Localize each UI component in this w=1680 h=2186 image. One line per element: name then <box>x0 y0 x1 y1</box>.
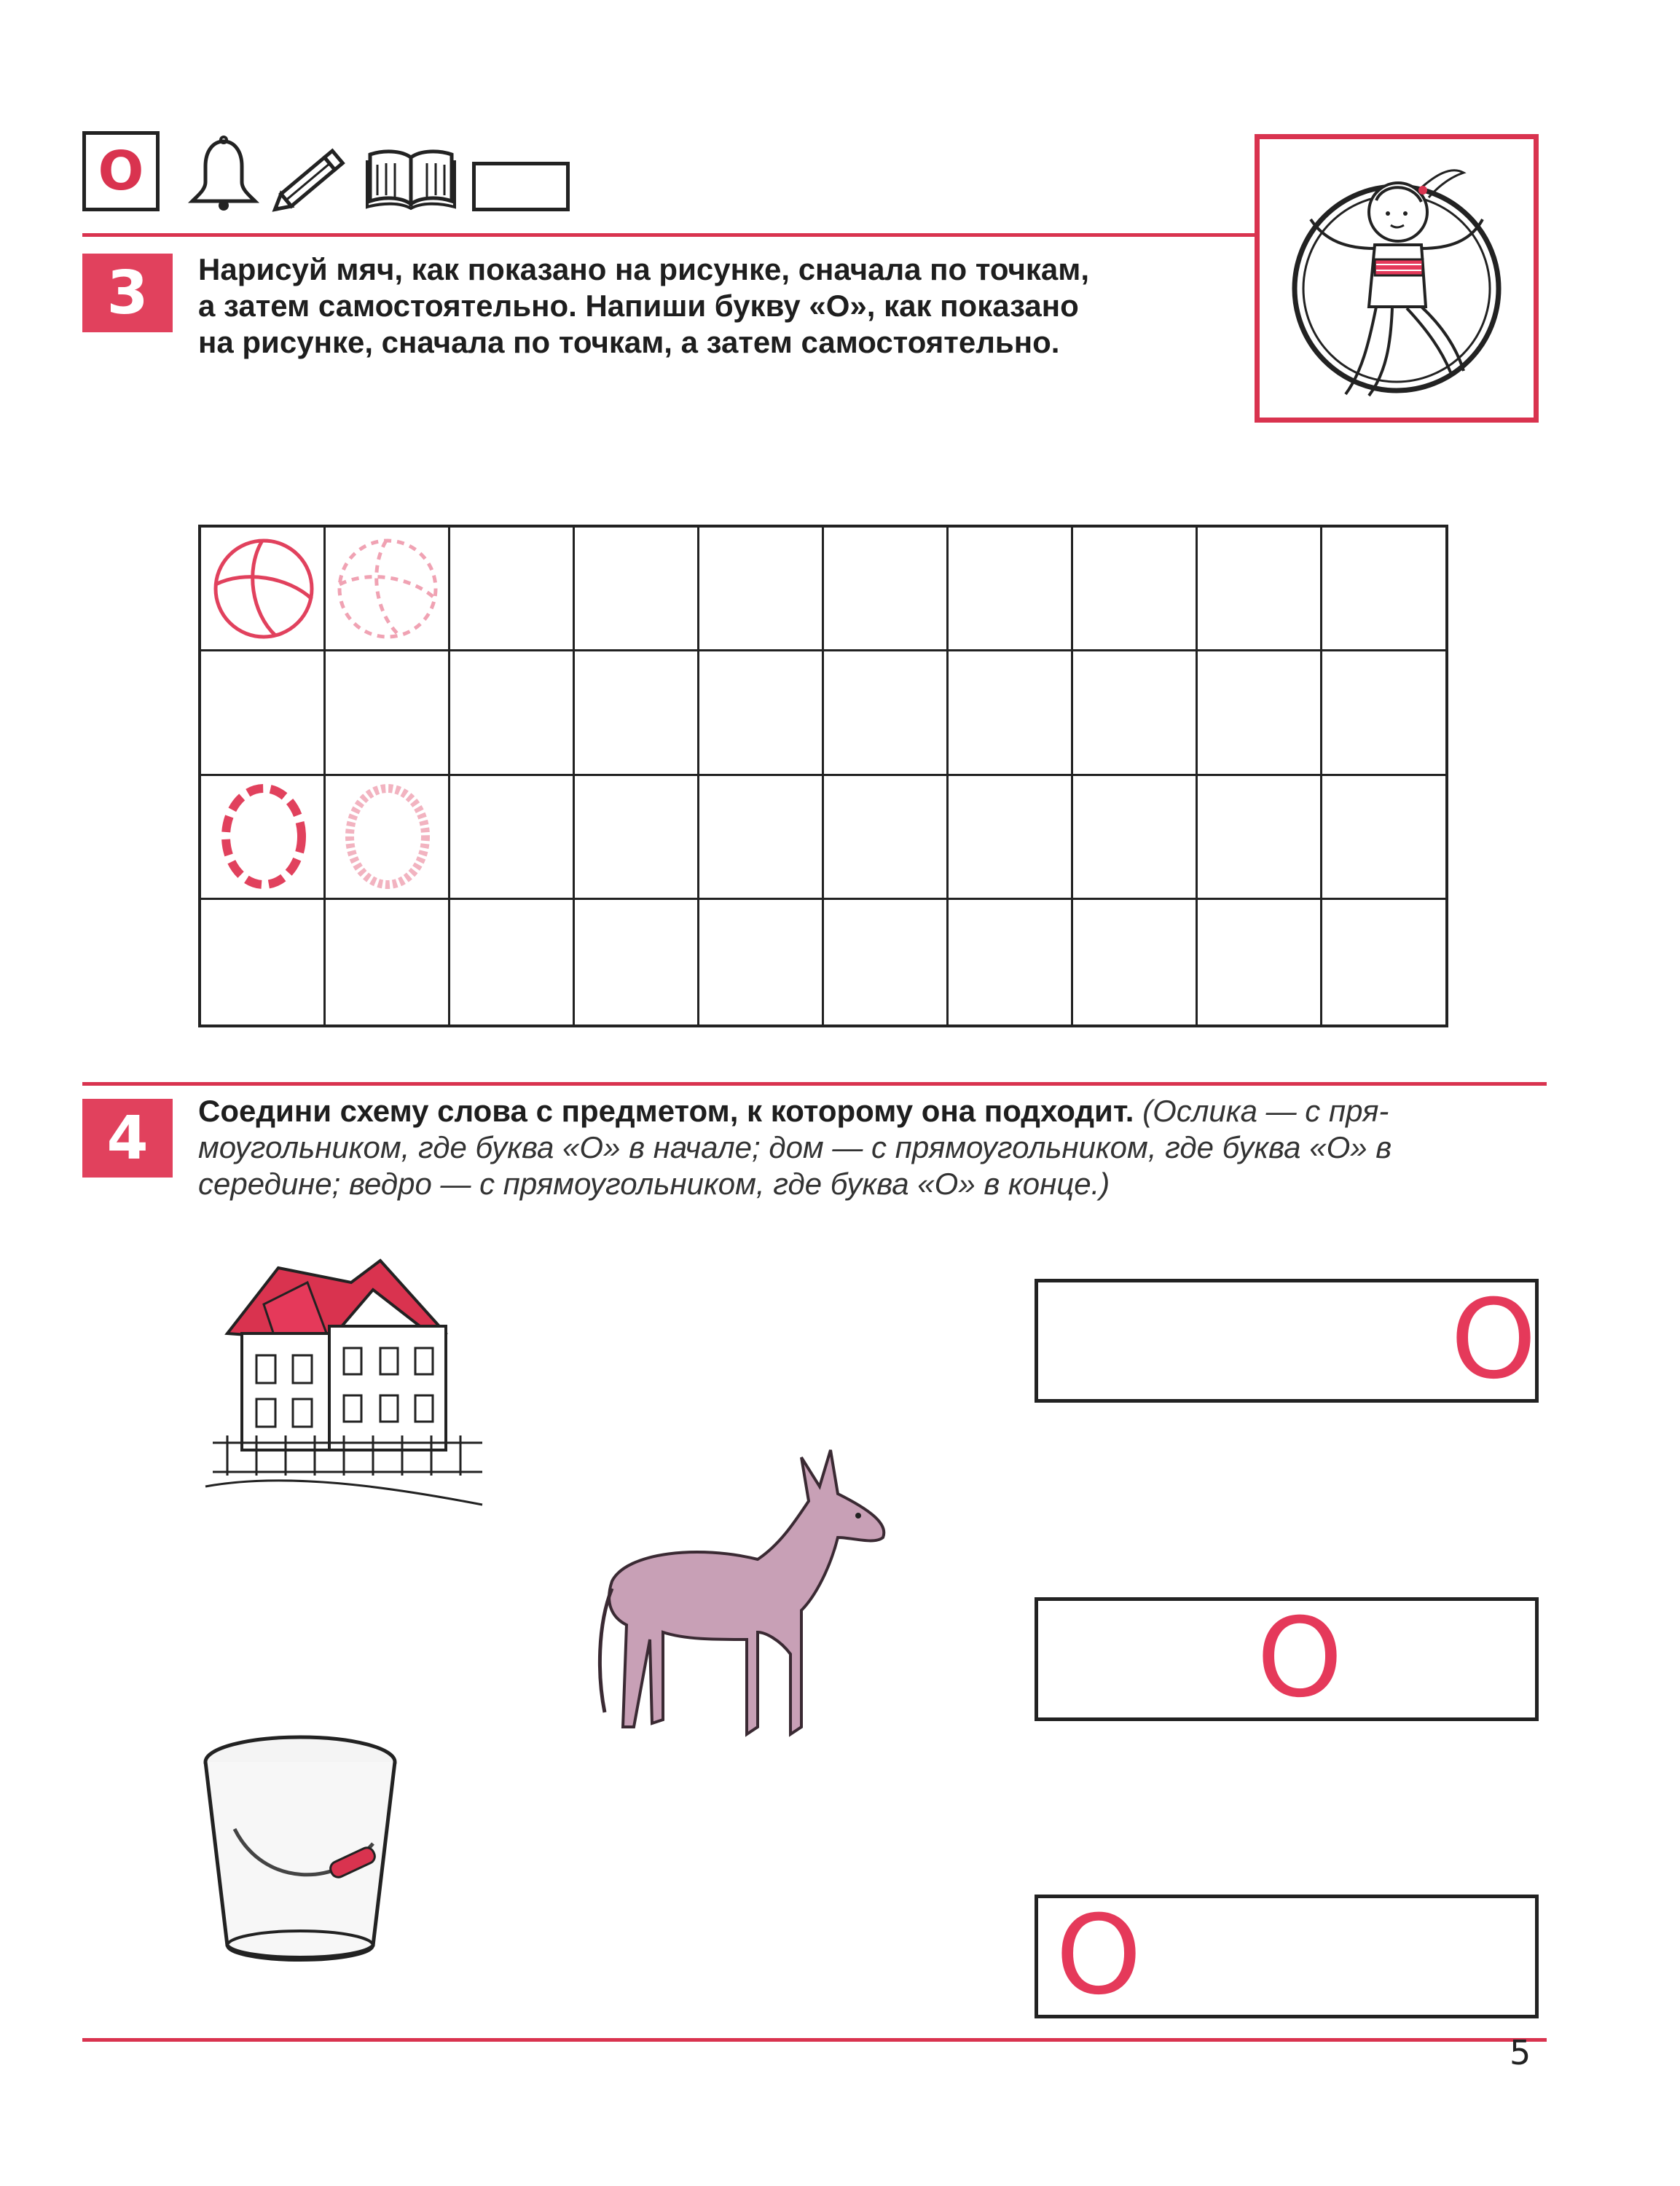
house-picture[interactable] <box>198 1253 504 1516</box>
header-letter: О <box>98 140 144 203</box>
drawing-grid[interactable] <box>198 525 1448 1027</box>
task-4-bold: Соедини схему слова с предметом, к которому она подходит. <box>198 1094 1134 1128</box>
page-number: 5 <box>1510 2033 1531 2072</box>
task-4-italic-2: моугольником, где буква «О» в начале; дом — с прямоугольником, где буква «О» в <box>198 1130 1392 1164</box>
scheme-o-end[interactable] <box>1035 1279 1539 1403</box>
letter-o-dashed-icon <box>208 781 319 892</box>
ball-dotted-icon <box>332 533 443 644</box>
letter-o-box <box>82 131 160 211</box>
task-4-italic-1: (Ослика — с пря- <box>1142 1094 1389 1128</box>
donkey-picture[interactable] <box>583 1435 903 1771</box>
scheme-middle-letter: О <box>1257 1595 1343 1722</box>
book-icon <box>364 143 458 211</box>
scheme-o-start[interactable] <box>1035 1892 1539 2019</box>
task-3-line-1: Нарисуй мяч, как показано на рисунке, сначала по точкам, <box>198 252 1090 286</box>
letter-o-dotted-icon <box>332 781 443 892</box>
girl-with-hoop-illustration <box>1255 134 1539 423</box>
scheme-o-middle[interactable] <box>1035 1597 1539 1721</box>
divider-middle <box>82 1082 1547 1086</box>
task-3-line-3: на рисунке, сначала по точкам, а затем самостоятельно. <box>198 325 1060 359</box>
task-4-text <box>198 1093 1392 1202</box>
scheme-end-letter: О <box>1451 1277 1537 1403</box>
divider-top <box>82 233 1257 237</box>
task-3-line-2: а затем самостоятельно. Напиши букву «О», как показано <box>198 289 1079 323</box>
task-4-number: 4 <box>82 1099 173 1178</box>
pencil-icon <box>271 143 353 214</box>
ball-sample-icon <box>208 533 319 644</box>
task-3-number: 3 <box>82 254 173 332</box>
bucket-picture[interactable] <box>198 1727 417 1975</box>
empty-box-icon <box>472 162 570 211</box>
task-4-italic-3: середине; ведро — с прямоугольником, где буква «О» в конце.) <box>198 1167 1110 1201</box>
bell-icon <box>184 136 264 214</box>
divider-bottom <box>82 2038 1547 2042</box>
task-3-text <box>198 251 1089 361</box>
scheme-start-letter: О <box>1056 1892 1142 2019</box>
girl-hoop-drawing <box>1260 139 1534 418</box>
